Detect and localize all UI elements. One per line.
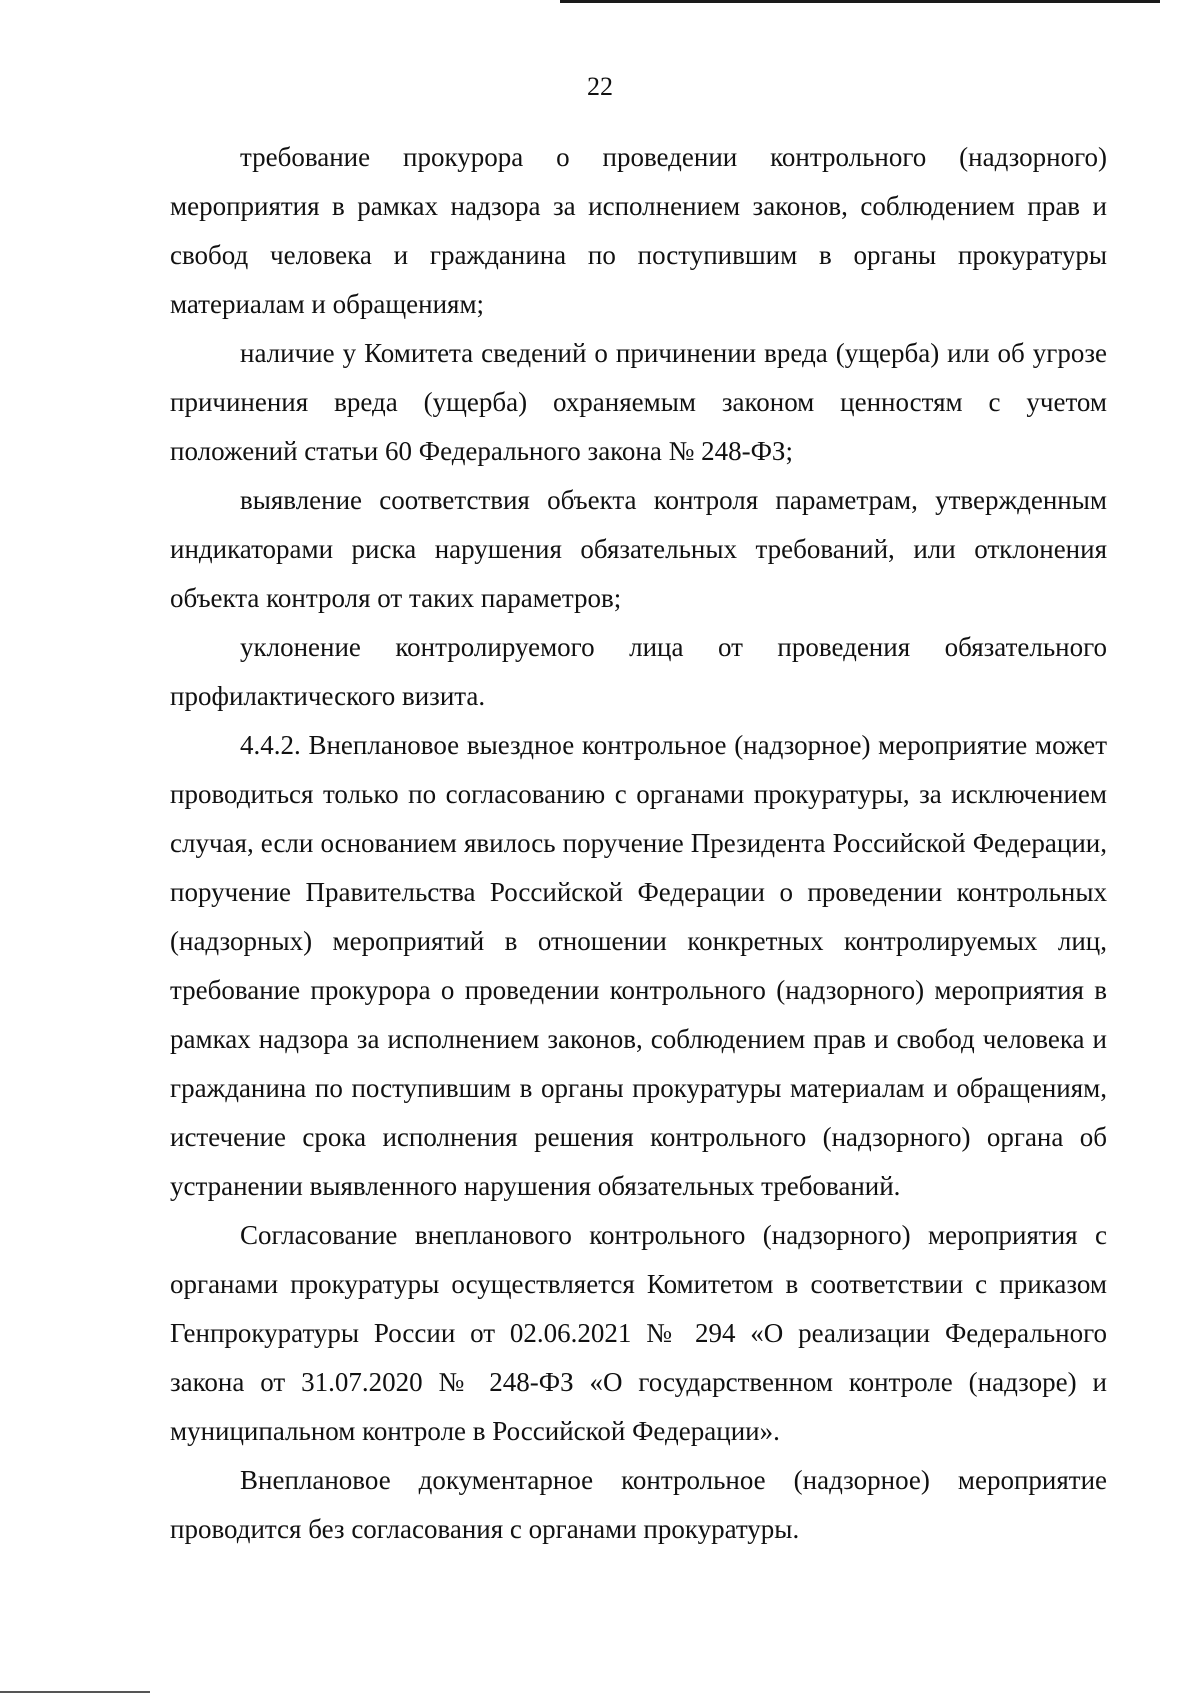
paragraph-prosecutor-request: требование прокурора о проведении контрольного (надзорного) мероприятия в рамках надзора за исполнением законов, соблюдением прав и свобод человека и гражданина по поступившим в органы прокуратуры материалам и обращениям; (170, 142, 1107, 319)
footnote-separator-line (0, 1691, 150, 1693)
page-number: 22 (587, 72, 613, 101)
paragraph-documentary-inspection: Внеплановое документарное контрольное (надзорное) мероприятие проводится без согласования с органами прокуратуры. (170, 1465, 1107, 1544)
paragraph-visit-evasion: уклонение контролируемого лица от проведения обязательного профилактического визита. (170, 632, 1107, 711)
paragraph-section-4-4-2: 4.4.2. Внеплановое выездное контрольное (надзорное) мероприятие может проводиться только по согласованию с органами прокуратуры, за исключением случая, если основанием явилось поручение Президента Российской Федерации, поручение Правительства Российской Федерации о проведении контрольных (надзорных) мероприятий в отношении конкретных контролируемых лиц, требование прокурора о проведении контрольного (надзорного) мероприятия в рамках надзора за исполнением законов, соблюдением прав и свобод человека и гражданина по поступившим в органы прокуратуры материалам и обращениям, истечение срока исполнения решения контрольного (надзорного) органа об устранении выявленного нарушения обязательных требований. (170, 730, 1107, 1201)
paragraph-risk-indicators: выявление соответствия объекта контроля параметрам, утвержденным индикаторами риска нарушения обязательных требований, или отклонения объекта контроля от таких параметров; (170, 485, 1107, 613)
top-border-line (560, 0, 1160, 3)
paragraph-coordination-order: Согласование внепланового контрольного (надзорного) мероприятия с органами прокуратуры осуществляется Комитетом в соответствии с приказом Генпрокуратуры России от 02.06.2021 № 294 «О реализации Федерального закона от 31.07.2020 № 248-ФЗ «О государственном контроле (надзоре) и муниципальном контроле в Российской Федерации». (170, 1220, 1107, 1446)
paragraph-harm-information: наличие у Комитета сведений о причинении вреда (ущерба) или об угрозе причинения вреда (ущерба) охраняемым законом ценностям с учетом положений статьи 60 Федерального закона № 248-ФЗ; (170, 338, 1107, 466)
document-body (170, 133, 1107, 1554)
